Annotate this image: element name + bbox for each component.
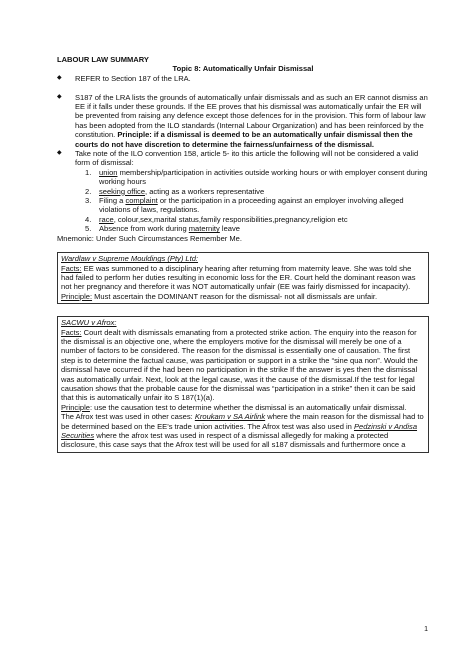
list-text: , colour,sex,marital status,family responsibilities,pregnancy,religion etc: [113, 214, 348, 224]
list-number: 5.: [85, 224, 92, 234]
afrox-text: where the main reason for the dismissal had to be determined based on the EE’s trade union activities. The Afrox test was also used in: [61, 412, 424, 431]
case-box-wardlaw: [57, 252, 429, 304]
numbered-list: [57, 168, 429, 234]
list-number: 1.: [85, 167, 92, 177]
diamond-bullet-icon: ◆: [57, 74, 62, 81]
mnemonic-text: Mnemonic: Under Such Circumstances Remember Me.: [57, 233, 242, 243]
case-facts: [61, 264, 425, 292]
list-text: membership/participation in activities outside working hours or with employer consent during working hours: [99, 167, 428, 187]
facts-text: Court dealt with dismissals emanating from a protected strike action. The enquiry into the reason for the dismissal is an objective one, where the employers motive for the dismissal will merely be one of a number of factors to be considered. The reason for the dismissal is essentially one of causation. The first step is to determine the factual cause, was participation or support in a strike the “sine qua non”. Would the dismissal have occurred if the had been no participation in the strike If the answer is yes then the dismissal was automatically unfair. Next, look at the legal cause, was it the cause of the dismissal.If the test for legal causation shows that the probable cause for the dismissal was “participation in a strike” then it can be said that this is automatically unfair ito S 187(1)(a).: [61, 327, 418, 403]
case-principle: [61, 403, 425, 412]
case-principle: [61, 292, 425, 301]
principle-text: Must ascertain the DOMINANT reason for the dismissal- not all dismissals are unfair.: [92, 291, 378, 301]
diamond-bullet-icon: ◆: [57, 150, 62, 157]
list-keyword: union: [99, 167, 118, 177]
principle-label: Principle: [61, 402, 90, 412]
diamond-bullet-icon: ◆: [57, 93, 62, 100]
list-keyword: complaint: [125, 196, 158, 206]
document-title: LABOUR LAW SUMMARY: [57, 55, 149, 64]
list-item: [85, 186, 429, 196]
document-body: [57, 55, 429, 453]
bullet-text: REFER to Section 187 of the LRA.: [75, 73, 191, 83]
bullet-text: Take note of the ILO convention 158, article 5- ito this article the following will not be considered a valid form of dismissal:: [75, 149, 419, 168]
list-number: 2.: [85, 186, 92, 196]
bullet-item: [57, 74, 429, 83]
principle-text: : use the causation test to determine whether the dismissal is an automatically unfair dismissal.: [89, 402, 407, 412]
principle-label: Principle:: [61, 291, 93, 301]
list-item: [85, 167, 429, 187]
afrox-text: where the afrox test was used in respect of a dismissal allegedly for making a protected disclosure, this case says that the Afrox test will be used for all s187 dismissals and furthermore once a: [61, 431, 406, 450]
facts-text: EE was summoned to a disciplinary hearing after returning from maternity leave. She was told she had failed to perform her duties resulting in economic loss for the ER. Court held the dominant reason was not her pregnancy and therefore it was NOT automatically unfair (EE was fairly dismissed for incapacity).: [61, 263, 416, 292]
principle-bold-text: Principle: if a dismissal is deemed to be an automatically unfair dismissal then the courts do not have discretion to determine the fairness/unfairness of the dismissal.: [75, 130, 413, 149]
list-text: , acting as a workers representative: [145, 186, 265, 196]
afrox-test-paragraph: [61, 412, 425, 450]
list-item: [85, 224, 429, 234]
list-prefix: Filing a: [99, 196, 126, 206]
case-box-afrox: [57, 316, 429, 453]
case-citation: Pedzinski v Andisa Securities: [61, 421, 418, 441]
bullet-text: S187 of the LRA lists the grounds of automatically unfair dismissals and as such an ER cannot dismiss an EE if it falls under these grounds. If the EE proves that his dismissal was automatically unfair the ER will be prevented from raising any defence except those defences for in the provision. This form of labour law has been adopted from the ILO standards (Internal Labour Organization) and has been reinforced by the constitution.: [75, 92, 428, 140]
case-facts: [61, 328, 425, 403]
list-number: 3.: [85, 196, 92, 206]
afrox-text: The Afrox test was used in other cases:: [61, 412, 195, 422]
bullet-item: [57, 149, 429, 168]
case-citation: Kroukam v SA Airlink: [194, 412, 266, 422]
list-item: [85, 214, 429, 224]
facts-label: Facts:: [61, 263, 82, 273]
topic-heading: Topic 8: Automatically Unfair Dismissal: [172, 64, 314, 74]
case-title: SACWU v Afrox:: [61, 318, 117, 328]
list-keyword: seeking office: [99, 186, 146, 196]
list-keyword: race: [99, 214, 114, 224]
facts-label: Facts:: [61, 327, 82, 337]
list-keyword: maternity: [188, 224, 220, 234]
list-number: 4.: [85, 214, 92, 224]
list-text: or the participation in a proceeding against an employer involving alleged violations of laws, regulations.: [99, 196, 404, 215]
list-prefix: Absence from work during: [99, 224, 189, 234]
bullet-item: [57, 93, 429, 149]
page-number: 1: [424, 626, 428, 633]
list-item: [85, 196, 429, 215]
list-text: leave: [219, 224, 240, 234]
case-title: Wardlaw v Supreme Mouldings (Pty) Ltd:: [61, 254, 199, 264]
